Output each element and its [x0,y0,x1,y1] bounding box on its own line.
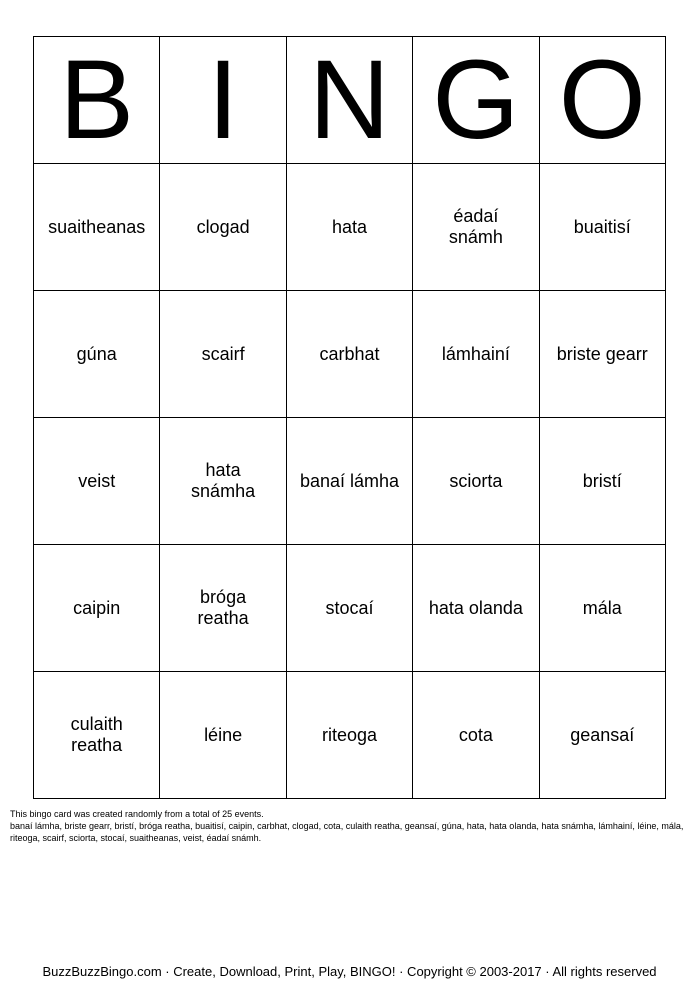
bingo-cell [539,291,665,418]
bingo-cell [34,545,160,672]
bingo-cell [413,672,539,799]
page-footer: BuzzBuzzBingo.com · Create, Download, Print, Play, BINGO! · Copyright © 2003-2017 · All rights reserved [42,964,657,979]
bingo-cell-label: culaith reatha [70,714,123,755]
bingo-cell [286,164,412,291]
bingo-cell [539,545,665,672]
bingo-cell [34,672,160,799]
bingo-cell-label: hata snámha [191,460,256,501]
bingo-cell-label: mála [582,597,622,618]
bingo-cell-label: bristí [582,470,622,491]
bingo-cell-label: léine [204,724,243,745]
bingo-cell [34,418,160,545]
bingo-cell [286,291,412,418]
bingo-cell-label: hata olanda [428,597,523,618]
bingo-cell-label: éadaí snámh [448,206,503,247]
bingo-cell-label: gúna [76,343,117,364]
header-letter-n: N [286,37,412,164]
bingo-card [33,36,666,799]
footnote-summary: This bingo card was created randomly from a total of 25 events. [10,809,264,819]
bingo-cell [413,545,539,672]
bingo-cell-label: caipin [73,597,121,618]
header-letter-i: I [160,37,286,164]
bingo-cell-label: briste gearr [556,343,648,364]
bingo-cell [160,418,286,545]
bingo-cell [34,164,160,291]
bingo-cell-label: scairf [201,343,245,364]
bingo-cell [160,291,286,418]
bingo-header-row [34,37,666,164]
bingo-cell [286,672,412,799]
card-footnote [10,808,692,844]
bingo-cell [286,545,412,672]
bingo-row [34,545,666,672]
bingo-cell-label: riteoga [321,724,377,745]
header-letter-b: B [34,37,160,164]
bingo-cell-label: suaitheanas [48,216,146,237]
bingo-cell [539,672,665,799]
bingo-cell [34,291,160,418]
bingo-cell-label: banaí lámha [299,470,400,491]
bingo-cell-label: bróga reatha [197,587,249,628]
footnote-event-list: banaí lámha, briste gearr, bristí, bróga reatha, buaitisí, caipin, carbhat, clogad, cota, culaith reatha, geansaí, gúna, hata, hata olanda, hata snámha, lámhainí, léine, mála, riteoga, scairf, sciorta, stocaí, suaitheanas, veist, éadaí snámh. [10,821,684,843]
bingo-cell [539,418,665,545]
bingo-cell [413,164,539,291]
bingo-cell [286,418,412,545]
bingo-row [34,418,666,545]
bingo-cell-label: sciorta [449,470,503,491]
bingo-cell-label: buaitisí [573,216,631,237]
bingo-cell [539,164,665,291]
bingo-cell-label: lámhainí [441,343,510,364]
bingo-row [34,672,666,799]
bingo-cell [160,672,286,799]
bingo-cell-label: veist [78,470,116,491]
bingo-cell-label: cota [458,724,493,745]
header-letter-o: O [539,37,665,164]
bingo-cell-label: stocaí [325,597,374,618]
bingo-cell-label: geansaí [570,724,635,745]
bingo-cell-label: carbhat [319,343,380,364]
header-letter-g: G [413,37,539,164]
bingo-cell [413,291,539,418]
bingo-cell-label: hata [331,216,367,237]
bingo-row [34,164,666,291]
bingo-row [34,291,666,418]
bingo-cell-label: clogad [196,216,250,237]
bingo-cell [160,164,286,291]
bingo-cell [413,418,539,545]
bingo-cell [160,545,286,672]
